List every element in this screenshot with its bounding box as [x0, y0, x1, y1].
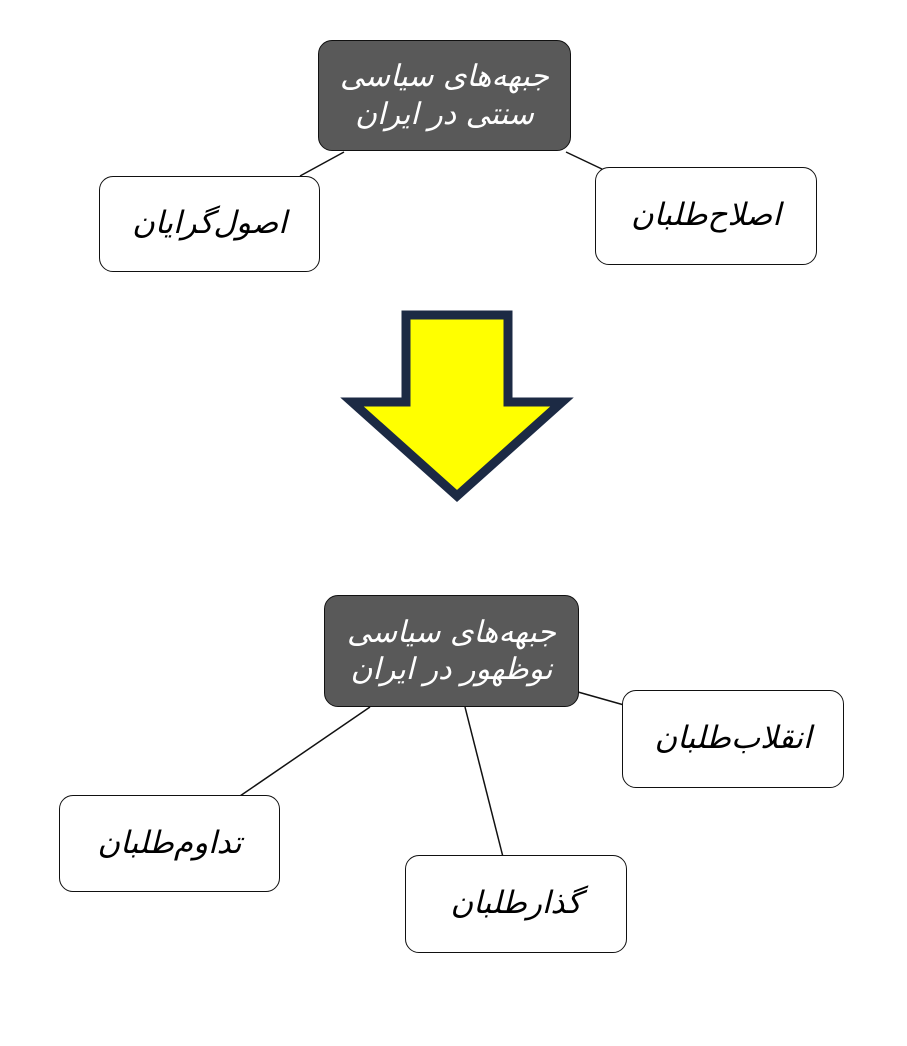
node-eslahtalaban-label: اصلاح‌طلبان — [631, 197, 781, 234]
node-enghelabtalaban — [622, 690, 844, 788]
top-root-line2: سنتی در ایران — [355, 96, 534, 132]
bottom-root-line2: نوظهور در ایران — [350, 652, 553, 687]
node-tadavomtalaban — [59, 795, 280, 892]
bottom-root-line1: جبهه‌های سیاسی — [347, 614, 556, 650]
connector-top-root-to-osulgarayan — [300, 152, 344, 176]
connector-top-root-to-eslahtalaban — [566, 152, 604, 170]
node-gozartalaban — [405, 855, 627, 953]
node-gozartalaban-label: گذارطلبان — [450, 885, 582, 922]
connector-bottom-root-to-tadavomtalaban — [240, 707, 370, 796]
top-root-line1: جبهه‌های سیاسی — [340, 59, 549, 94]
node-tadavomtalaban-label: تداوم‌طلبان — [97, 824, 242, 861]
node-enghelabtalaban-label: انقلاب‌طلبان — [654, 720, 812, 757]
bottom-root-node — [324, 595, 579, 707]
node-eslahtalaban — [595, 167, 817, 265]
node-osulgarayan — [99, 176, 320, 272]
connector-bottom-root-to-gozartalaban — [465, 707, 503, 857]
node-osulgarayan-label: اصول‌گرایان — [132, 205, 287, 242]
bottom-root-label — [347, 614, 556, 689]
connector-bottom-root-to-enghelabtalaban — [578, 692, 624, 705]
down-arrow-icon — [352, 315, 562, 496]
top-root-label — [340, 58, 549, 133]
top-root-node — [318, 40, 571, 151]
